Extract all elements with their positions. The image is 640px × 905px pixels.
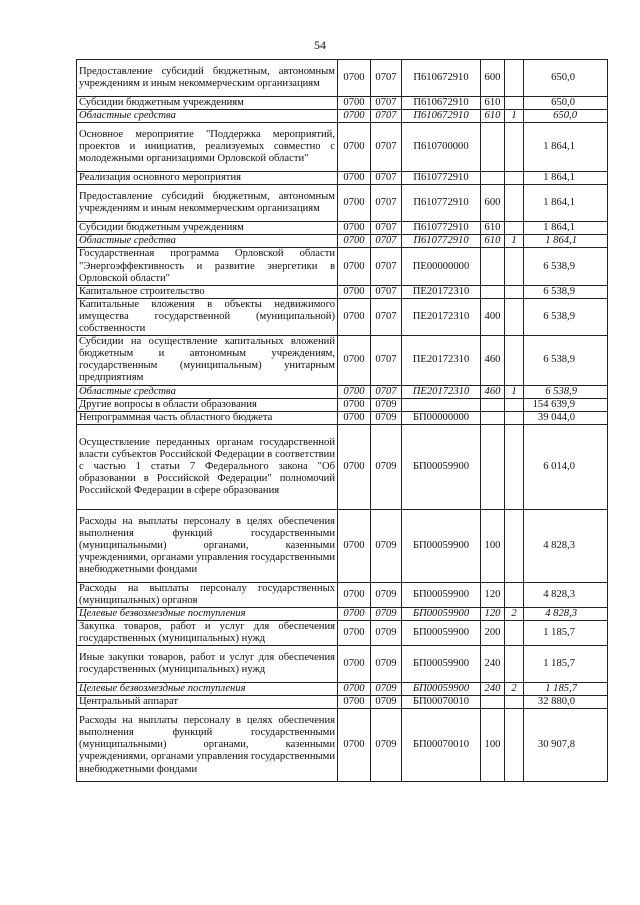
target-article-cell: БП00070010 (402, 696, 481, 709)
amount-cell: 650,0 (524, 110, 608, 123)
expense-type-cell (481, 123, 505, 172)
section-code-cell: 0700 (338, 424, 371, 509)
amount-cell: 30 907,8 (524, 709, 608, 782)
row-name-cell: Капитальные вложения в объекты недвижимого имущества государственной (муниципальной) собственности (77, 298, 338, 335)
row-name-cell: Целевые безвозмездные поступления (77, 607, 338, 620)
target-article-cell: ПЕ20172310 (402, 298, 481, 335)
table-row (77, 398, 608, 411)
table-row (77, 411, 608, 424)
table-row (77, 60, 608, 97)
subsection-code-cell: 0707 (371, 336, 402, 385)
table-row (77, 248, 608, 285)
table-row (77, 385, 608, 398)
expense-type-cell (481, 172, 505, 185)
row-name-cell: Субсидии бюджетным учреждениям (77, 97, 338, 110)
funding-source-cell (505, 185, 524, 222)
expense-type-cell (481, 424, 505, 509)
section-code-cell: 0700 (338, 298, 371, 335)
expense-type-cell (481, 248, 505, 285)
section-code-cell: 0700 (338, 185, 371, 222)
table-row (77, 646, 608, 683)
expense-type-cell: 120 (481, 607, 505, 620)
target-article-cell: БП00059900 (402, 582, 481, 607)
target-article-cell (402, 398, 481, 411)
amount-cell: 1 864,1 (524, 185, 608, 222)
section-code-cell: 0700 (338, 235, 371, 248)
row-name-cell: Предоставление субсидий бюджетным, автономным учреждениям и иным некоммерческим организациям (77, 60, 338, 97)
funding-source-cell (505, 336, 524, 385)
subsection-code-cell: 0707 (371, 285, 402, 298)
subsection-code-cell: 0709 (371, 683, 402, 696)
row-name-cell: Центральный аппарат (77, 696, 338, 709)
subsection-code-cell: 0709 (371, 398, 402, 411)
expense-type-cell: 610 (481, 110, 505, 123)
table-row (77, 172, 608, 185)
funding-source-cell (505, 582, 524, 607)
target-article-cell: БП00070010 (402, 709, 481, 782)
expense-type-cell (481, 411, 505, 424)
funding-source-cell (505, 60, 524, 97)
section-code-cell: 0700 (338, 110, 371, 123)
subsection-code-cell: 0707 (371, 123, 402, 172)
row-name-cell: Государственная программа Орловской области "Энергоэффективность и развитие энергетики в Орловской области" (77, 248, 338, 285)
amount-cell: 4 828,3 (524, 582, 608, 607)
subsection-code-cell: 0709 (371, 709, 402, 782)
funding-source-cell (505, 97, 524, 110)
section-code-cell: 0700 (338, 97, 371, 110)
subsection-code-cell: 0707 (371, 172, 402, 185)
table-row (77, 683, 608, 696)
table-row (77, 424, 608, 509)
target-article-cell: П610772910 (402, 222, 481, 235)
subsection-code-cell: 0707 (371, 298, 402, 335)
subsection-code-cell: 0707 (371, 97, 402, 110)
amount-cell: 6 538,9 (524, 385, 608, 398)
funding-source-cell (505, 123, 524, 172)
section-code-cell: 0700 (338, 172, 371, 185)
row-name-cell: Капитальное строительство (77, 285, 338, 298)
section-code-cell: 0700 (338, 398, 371, 411)
table-row (77, 110, 608, 123)
budget-table (76, 59, 608, 782)
section-code-cell: 0700 (338, 582, 371, 607)
section-code-cell: 0700 (338, 411, 371, 424)
row-name-cell: Расходы на выплаты персоналу государственных (муниципальных) органов (77, 582, 338, 607)
target-article-cell: ПЕ20172310 (402, 336, 481, 385)
row-name-cell: Реализация основного мероприятия (77, 172, 338, 185)
table-row (77, 607, 608, 620)
amount-cell: 32 880,0 (524, 696, 608, 709)
target-article-cell: БП00059900 (402, 646, 481, 683)
target-article-cell: П610700000 (402, 123, 481, 172)
amount-cell: 6 538,9 (524, 336, 608, 385)
subsection-code-cell: 0707 (371, 222, 402, 235)
target-article-cell: БП00059900 (402, 424, 481, 509)
table-row (77, 235, 608, 248)
subsection-code-cell: 0707 (371, 385, 402, 398)
amount-cell: 650,0 (524, 60, 608, 97)
target-article-cell: ПЕ20172310 (402, 285, 481, 298)
target-article-cell: БП00059900 (402, 509, 481, 582)
row-name-cell: Иные закупки товаров, работ и услуг для обеспечения государственных (муниципальных) нужд (77, 646, 338, 683)
funding-source-cell: 2 (505, 607, 524, 620)
expense-type-cell: 600 (481, 60, 505, 97)
section-code-cell: 0700 (338, 709, 371, 782)
funding-source-cell: 2 (505, 683, 524, 696)
row-name-cell: Областные средства (77, 110, 338, 123)
funding-source-cell (505, 621, 524, 646)
target-article-cell: БП00059900 (402, 621, 481, 646)
table-row (77, 709, 608, 782)
target-article-cell: П610772910 (402, 172, 481, 185)
funding-source-cell (505, 172, 524, 185)
amount-cell: 4 828,3 (524, 509, 608, 582)
row-name-cell: Субсидии на осуществление капитальных вложений бюджетным и автономным учреждениям, государственным (муниципальным) унитарным предприятиям (77, 336, 338, 385)
expense-type-cell: 200 (481, 621, 505, 646)
funding-source-cell (505, 696, 524, 709)
section-code-cell: 0700 (338, 607, 371, 620)
funding-source-cell: 1 (505, 385, 524, 398)
expense-type-cell: 460 (481, 385, 505, 398)
amount-cell: 154 639,9 (524, 398, 608, 411)
section-code-cell: 0700 (338, 621, 371, 646)
expense-type-cell: 610 (481, 222, 505, 235)
funding-source-cell (505, 509, 524, 582)
subsection-code-cell: 0709 (371, 646, 402, 683)
expense-type-cell: 600 (481, 185, 505, 222)
amount-cell: 1 185,7 (524, 621, 608, 646)
section-code-cell: 0700 (338, 646, 371, 683)
amount-cell: 39 044,0 (524, 411, 608, 424)
expense-type-cell: 400 (481, 298, 505, 335)
amount-cell: 1 864,1 (524, 222, 608, 235)
amount-cell: 1 185,7 (524, 646, 608, 683)
amount-cell: 650,0 (524, 97, 608, 110)
funding-source-cell (505, 248, 524, 285)
row-name-cell: Другие вопросы в области образования (77, 398, 338, 411)
subsection-code-cell: 0707 (371, 110, 402, 123)
table-row (77, 222, 608, 235)
row-name-cell: Областные средства (77, 385, 338, 398)
funding-source-cell (505, 285, 524, 298)
table-row (77, 185, 608, 222)
expense-type-cell: 120 (481, 582, 505, 607)
table-row (77, 696, 608, 709)
table-row (77, 582, 608, 607)
target-article-cell: БП00059900 (402, 683, 481, 696)
section-code-cell: 0700 (338, 385, 371, 398)
subsection-code-cell: 0709 (371, 424, 402, 509)
target-article-cell: П610672910 (402, 110, 481, 123)
funding-source-cell (505, 411, 524, 424)
section-code-cell: 0700 (338, 336, 371, 385)
row-name-cell: Расходы на выплаты персоналу в целях обеспечения выполнения функций государственными (муниципальными) органами, казенными учреждениями, органами управления государственными внебюджетными фондами (77, 509, 338, 582)
expense-type-cell: 240 (481, 683, 505, 696)
budget-table-body (77, 60, 608, 782)
expense-type-cell: 610 (481, 97, 505, 110)
row-name-cell: Предоставление субсидий бюджетным, автономным учреждениям и иным некоммерческим организациям (77, 185, 338, 222)
table-row (77, 336, 608, 385)
funding-source-cell (505, 398, 524, 411)
section-code-cell: 0700 (338, 222, 371, 235)
amount-cell: 6 538,9 (524, 285, 608, 298)
table-row (77, 97, 608, 110)
amount-cell: 6 538,9 (524, 248, 608, 285)
table-row (77, 509, 608, 582)
funding-source-cell: 1 (505, 110, 524, 123)
expense-type-cell: 610 (481, 235, 505, 248)
target-article-cell: БП00000000 (402, 411, 481, 424)
table-row (77, 621, 608, 646)
table-row (77, 123, 608, 172)
amount-cell: 6 538,9 (524, 298, 608, 335)
target-article-cell: П610772910 (402, 185, 481, 222)
amount-cell: 1 864,1 (524, 123, 608, 172)
row-name-cell: Осуществление переданных органам государственной власти субъектов Российской Федерации в соответствии с частью 1 статьи 7 Федерального закона "Об образовании в Российской Федерации" полномочий Российской Федерации в сфере образования (77, 424, 338, 509)
amount-cell: 4 828,3 (524, 607, 608, 620)
expense-type-cell (481, 696, 505, 709)
expense-type-cell: 100 (481, 509, 505, 582)
table-row (77, 285, 608, 298)
target-article-cell: ПЕ20172310 (402, 385, 481, 398)
target-article-cell: ПЕ00000000 (402, 248, 481, 285)
page-number: 54 (314, 38, 326, 52)
expense-type-cell (481, 285, 505, 298)
funding-source-cell (505, 646, 524, 683)
funding-source-cell (505, 424, 524, 509)
section-code-cell: 0700 (338, 683, 371, 696)
subsection-code-cell: 0709 (371, 411, 402, 424)
funding-source-cell: 1 (505, 235, 524, 248)
expense-type-cell: 460 (481, 336, 505, 385)
row-name-cell: Субсидии бюджетным учреждениям (77, 222, 338, 235)
section-code-cell: 0700 (338, 60, 371, 97)
subsection-code-cell: 0709 (371, 582, 402, 607)
subsection-code-cell: 0709 (371, 509, 402, 582)
amount-cell: 1 185,7 (524, 683, 608, 696)
section-code-cell: 0700 (338, 696, 371, 709)
target-article-cell: БП00059900 (402, 607, 481, 620)
expense-type-cell: 240 (481, 646, 505, 683)
amount-cell: 1 864,1 (524, 172, 608, 185)
funding-source-cell (505, 298, 524, 335)
target-article-cell: П610672910 (402, 60, 481, 97)
funding-source-cell (505, 709, 524, 782)
expense-type-cell (481, 398, 505, 411)
row-name-cell: Областные средства (77, 235, 338, 248)
amount-cell: 1 864,1 (524, 235, 608, 248)
expense-type-cell: 100 (481, 709, 505, 782)
amount-cell: 6 014,0 (524, 424, 608, 509)
subsection-code-cell: 0707 (371, 185, 402, 222)
funding-source-cell (505, 222, 524, 235)
section-code-cell: 0700 (338, 248, 371, 285)
subsection-code-cell: 0707 (371, 60, 402, 97)
row-name-cell: Закупка товаров, работ и услуг для обеспечения государственных (муниципальных) нужд (77, 621, 338, 646)
row-name-cell: Непрограммная часть областного бюджета (77, 411, 338, 424)
target-article-cell: П610672910 (402, 97, 481, 110)
subsection-code-cell: 0709 (371, 621, 402, 646)
subsection-code-cell: 0707 (371, 248, 402, 285)
target-article-cell: П610772910 (402, 235, 481, 248)
row-name-cell: Расходы на выплаты персоналу в целях обеспечения выполнения функций государственными (муниципальными) органами, казенными учреждениями, органами управления государственными внебюджетными фондами (77, 709, 338, 782)
section-code-cell: 0700 (338, 285, 371, 298)
subsection-code-cell: 0709 (371, 696, 402, 709)
table-row (77, 298, 608, 335)
section-code-cell: 0700 (338, 123, 371, 172)
row-name-cell: Целевые безвозмездные поступления (77, 683, 338, 696)
section-code-cell: 0700 (338, 509, 371, 582)
row-name-cell: Основное мероприятие "Поддержка мероприятий, проектов и инициатив, реализуемых совместно с молодежными организациями Орловской области" (77, 123, 338, 172)
subsection-code-cell: 0709 (371, 607, 402, 620)
subsection-code-cell: 0707 (371, 235, 402, 248)
